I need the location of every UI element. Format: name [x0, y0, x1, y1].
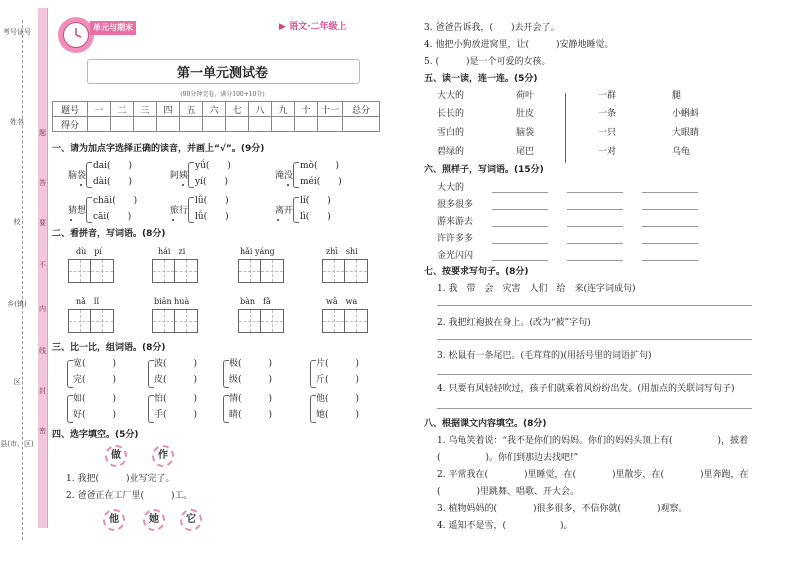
answer-line[interactable] — [437, 374, 752, 375]
table-cell: 得分 — [53, 117, 88, 132]
s1-word: 离开 — [275, 206, 294, 216]
char-option-ta-he[interactable]: 他 — [103, 509, 125, 531]
writing-grid[interactable] — [152, 259, 198, 283]
table-row — [53, 117, 380, 132]
exam-note: (90分钟完卷，满分100+10分) — [180, 91, 265, 98]
sidebar-label-town: 乡(镇) — [7, 300, 27, 308]
section-6-title: 六、照样子，写词语。(15分) — [424, 165, 544, 175]
table-cell: 六 — [203, 102, 226, 117]
match-item[interactable]: 一只 — [598, 128, 617, 138]
s1-option[interactable]: lǘ( ) — [195, 212, 229, 222]
pinyin-label: zhī shi — [326, 247, 358, 256]
table-cell: 十 — [295, 102, 318, 117]
pinyin-label: bàn fǎ — [240, 297, 271, 306]
match-divider — [565, 93, 566, 163]
seal-char: 线 — [39, 347, 46, 355]
text-fill-line: 4. 遥知不是雪，( )。 — [437, 521, 573, 531]
char-option-zuo-work[interactable]: 作 — [152, 445, 174, 467]
binding-line — [22, 20, 24, 540]
fill-question-5: 5. ( )是一个可爱的女孩。 — [424, 57, 551, 67]
answer-line[interactable] — [567, 243, 623, 244]
pinyin-label: hǎi yáng — [240, 247, 275, 256]
s1-option[interactable]: lì( ) — [300, 212, 331, 222]
score-cell[interactable] — [157, 117, 180, 132]
example-word: 许许多多 — [437, 234, 474, 244]
seal-char: 要 — [39, 219, 46, 227]
s1-option[interactable]: lí( ) — [300, 196, 331, 206]
example-word: 很多很多 — [437, 200, 474, 210]
compare-word[interactable]: 她( ) — [316, 410, 360, 420]
s1-word: 旅行 — [170, 206, 189, 216]
section-3-title: 三、比一比，组词语。(8分) — [52, 343, 166, 353]
pinyin-label: dù pí — [76, 247, 102, 256]
play-icon: ▶ — [279, 22, 290, 32]
compare-word[interactable]: 手( ) — [154, 410, 198, 420]
text-fill-line: 3. 植物妈妈的( )很多很多，不信你就( )观察。 — [437, 504, 688, 514]
compare-word[interactable]: 级( ) — [229, 375, 273, 385]
s1-word: 脑袋 — [68, 171, 87, 181]
writing-grid[interactable] — [68, 259, 114, 283]
answer-line[interactable] — [567, 226, 623, 227]
s1-option[interactable]: cāi( ) — [93, 212, 132, 222]
answer-line[interactable] — [567, 192, 623, 193]
seal-char: 不 — [39, 261, 46, 269]
s1-option[interactable]: chāi( ) — [93, 196, 138, 206]
match-item[interactable]: 碧绿的 — [437, 147, 465, 157]
writing-grid[interactable] — [152, 309, 198, 333]
score-cell[interactable] — [88, 117, 111, 132]
unit-banner: 单元与期末 — [90, 21, 136, 35]
text-fill-line: ( )。你们到那边去找吧!” — [437, 453, 579, 463]
answer-line[interactable] — [642, 243, 698, 244]
s1-option[interactable]: yǘ( ) — [195, 161, 231, 171]
compare-word[interactable]: 片( ) — [316, 359, 360, 369]
pinyin-label: biān huà — [154, 297, 190, 306]
answer-line[interactable] — [642, 209, 698, 210]
match-item[interactable]: 肚皮 — [516, 109, 535, 119]
answer-line[interactable] — [492, 243, 548, 244]
rewrite-question-4: 4. 只要有风轻轻吹过，孩子们就乘着风纷纷出发。(用加点的关联词写句子) — [437, 384, 735, 394]
section-2-title: 二、看拼音，写词语。(8分) — [52, 229, 166, 239]
match-item[interactable]: 大眼睛 — [672, 128, 700, 138]
sidebar-label-school: 校 — [13, 218, 21, 226]
seal-char: 内 — [39, 305, 46, 313]
char-option-ta-it[interactable]: 它 — [180, 509, 202, 531]
pinyin-label: wā wa — [326, 297, 358, 306]
rewrite-question-2: 2. 我把红袍披在身上。(改为“被”字句) — [437, 318, 591, 328]
char-option-zuo-do[interactable]: 做 — [105, 445, 127, 467]
s1-option[interactable]: yí( ) — [195, 177, 228, 187]
pinyin-label: nǎ lǐ — [76, 297, 100, 306]
table-cell: 九 — [272, 102, 295, 117]
fill-question-4: 4. 他把小狗放进窝里，让( )安静地睡觉。 — [424, 40, 614, 50]
table-cell: 题号 — [53, 102, 88, 117]
match-item[interactable]: 小蝌蚪 — [672, 109, 700, 119]
table-cell: 十一 — [318, 102, 343, 117]
compare-word[interactable]: 斤( ) — [316, 375, 360, 385]
compare-word[interactable]: 情( ) — [229, 394, 273, 404]
match-item[interactable]: 脑袋 — [516, 128, 535, 138]
score-cell[interactable] — [134, 117, 157, 132]
match-item[interactable]: 尾巴 — [516, 147, 535, 157]
compare-word[interactable]: 皮( ) — [154, 375, 198, 385]
s1-word: 阿姨 — [170, 171, 189, 181]
answer-line[interactable] — [567, 209, 623, 210]
answer-line[interactable] — [492, 192, 548, 193]
answer-line[interactable] — [492, 260, 548, 261]
match-item[interactable]: 荷叶 — [516, 91, 535, 101]
subject-label: ▶ 语文·二年级上 — [279, 22, 347, 32]
compare-word[interactable]: 怕( ) — [154, 394, 198, 404]
s1-word: 淹没 — [275, 171, 294, 181]
compare-word[interactable]: 好( ) — [73, 410, 117, 420]
section-1-title: 一、请为加点字选择正确的读音，并画上“√”。(9分) — [52, 144, 265, 154]
score-cell[interactable] — [111, 117, 134, 132]
table-cell: 七 — [226, 102, 249, 117]
text-fill-line: 2. 平常我在( )里睡觉，在( )里散步，在( )里奔跑，在 — [437, 470, 749, 480]
score-cell[interactable] — [203, 117, 226, 132]
pinyin-label: hái zi — [158, 247, 186, 256]
sidebar-label-county: 县(市、区) — [0, 440, 34, 448]
answer-line[interactable] — [437, 408, 752, 409]
section-5-title: 五、读一读，连一连。(5分) — [424, 74, 538, 84]
fill-question-2: 2. 爸爸正在工厂里( )工。 — [66, 491, 193, 501]
sidebar-label-name: 姓名 — [10, 118, 24, 126]
answer-line[interactable] — [437, 305, 752, 306]
compare-word[interactable]: 宽( ) — [73, 359, 117, 369]
compare-word[interactable]: 他( ) — [316, 394, 360, 404]
seal-char: 封 — [39, 387, 46, 395]
writing-grid[interactable] — [238, 309, 284, 333]
answer-line[interactable] — [642, 260, 698, 261]
match-item[interactable]: 腿 — [672, 91, 682, 101]
match-item[interactable]: 一条 — [598, 109, 617, 119]
answer-line[interactable] — [492, 226, 548, 227]
answer-line[interactable] — [642, 192, 698, 193]
example-word: 游来游去 — [437, 217, 474, 227]
seal-char: 密 — [39, 427, 46, 435]
example-word: 大大的 — [437, 183, 465, 193]
binding-sidebar — [0, 0, 34, 561]
table-row — [53, 102, 380, 117]
s1-option[interactable]: lǚ( ) — [195, 196, 229, 206]
section-8-title: 八、根据课文内容填空。(8分) — [424, 419, 547, 429]
score-cell[interactable] — [343, 117, 380, 132]
writing-grid[interactable] — [322, 309, 368, 333]
text-fill-line: 1. 乌龟笑着说：“我不是你们的妈妈。你们的妈妈头顶上有( )，披着 — [437, 436, 749, 446]
match-item[interactable]: 一群 — [598, 91, 617, 101]
sidebar-label-district: 区 — [13, 378, 21, 386]
char-option-ta-she[interactable]: 她 — [143, 509, 165, 531]
score-table — [52, 101, 380, 132]
compare-word[interactable]: 极( ) — [229, 359, 273, 369]
s1-option[interactable]: mò( ) — [300, 161, 339, 171]
text-fill-line: ( )里跳舞、唱歌、开大会。 — [437, 487, 580, 497]
table-cell: 总分 — [343, 102, 380, 117]
answer-line[interactable] — [567, 260, 623, 261]
seal-strip — [38, 8, 48, 528]
page-title: 第一单元测试卷 — [176, 66, 268, 81]
compare-word[interactable]: 波( ) — [154, 359, 198, 369]
answer-line[interactable] — [642, 226, 698, 227]
score-cell[interactable] — [295, 117, 318, 132]
sidebar-label-id: 考号证号 — [3, 28, 31, 36]
fill-question-3: 3. 爸爸告诉我，( )去开会了。 — [424, 23, 560, 33]
rewrite-question-3: 3. 松鼠有一条尾巴。(毛茸茸的)(用括号里的词语扩句) — [437, 351, 652, 361]
compare-word[interactable]: 睛( ) — [229, 410, 273, 420]
writing-grid[interactable] — [68, 309, 114, 333]
table-cell: 三 — [134, 102, 157, 117]
compare-word[interactable]: 完( ) — [73, 375, 117, 385]
writing-grid[interactable] — [322, 259, 368, 283]
section-7-title: 七、按要求写句子。(8分) — [424, 267, 529, 277]
section-4-title: 四、选字填空。(5分) — [52, 430, 139, 440]
s1-option[interactable]: dài( ) — [93, 177, 133, 187]
match-item[interactable]: 乌龟 — [672, 147, 691, 157]
score-cell[interactable] — [226, 117, 249, 132]
s1-option[interactable]: dai( ) — [93, 161, 133, 171]
match-item[interactable]: 雪白的 — [437, 128, 465, 138]
match-item[interactable]: 一对 — [598, 147, 617, 157]
seal-char: 答 — [39, 179, 46, 187]
fill-question-1: 1. 我把( )业写完了。 — [66, 474, 175, 484]
score-cell[interactable] — [249, 117, 272, 132]
match-item[interactable]: 长长的 — [437, 109, 465, 119]
s1-option[interactable]: méi( ) — [300, 177, 342, 187]
s1-word: 猜想 — [68, 206, 87, 216]
seal-char: 题 — [39, 129, 46, 137]
score-cell[interactable] — [180, 117, 203, 132]
compare-word[interactable]: 如( ) — [73, 394, 117, 404]
table-cell: 五 — [180, 102, 203, 117]
answer-line[interactable] — [437, 339, 752, 340]
table-cell: 四 — [157, 102, 180, 117]
clock-icon — [58, 17, 94, 53]
example-word: 金光闪闪 — [437, 251, 474, 261]
match-item[interactable]: 大大的 — [437, 91, 465, 101]
rewrite-question-1: 1. 我 带 会 灾害 人们 给 来(连字词成句) — [437, 284, 636, 294]
table-cell: 二 — [111, 102, 134, 117]
score-cell[interactable] — [318, 117, 343, 132]
score-cell[interactable] — [272, 117, 295, 132]
answer-line[interactable] — [492, 209, 548, 210]
table-cell: 一 — [88, 102, 111, 117]
writing-grid[interactable] — [238, 259, 284, 283]
table-cell: 八 — [249, 102, 272, 117]
